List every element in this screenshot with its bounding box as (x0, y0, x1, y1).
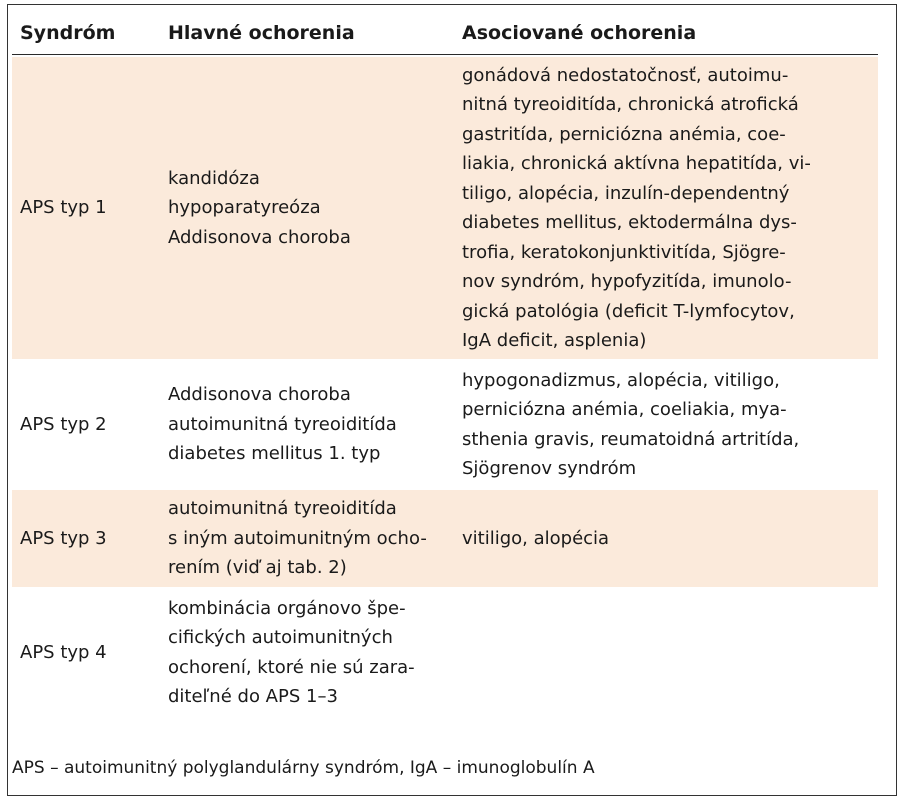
header-divider (12, 54, 878, 55)
cell-associated-diseases: gonádová nedostatočnosť, autoimu- nitná tyreoiditída, chronická atrofická gastritída, perniciózna anémia, coe- liakia, chronická aktívna hepatitída, vi- tiligo, alopécia, inzulín-dependentný diabetes mellitus, ektodermálna dys- trofia, keratokonjunktivitída, Sjögre- nov syndróm, hypofyzitída, imunolo- gická patológia (deficit T-lymfocytov, IgA deficit, asplenia) (462, 64, 811, 351)
cell-syndrome: APS typ 2 (20, 413, 107, 435)
table-row-aps-2 (12, 362, 878, 487)
table-row-aps-1 (12, 57, 878, 359)
cell-associated-diseases: hypogonadizmus, alopécia, vitiligo, perniciózna anémia, coeliakia, mya- sthenia gravis, reumatoidná artritída, Sjögrenov syndróm (462, 369, 800, 479)
table-row-aps-4 (12, 590, 878, 715)
cell-associated-diseases (462, 590, 872, 715)
cell-main-diseases: autoimunitná tyreoiditída s iným autoimunitným ocho- rením (viď aj tab. 2) (168, 498, 427, 579)
table-row-aps-3 (12, 490, 878, 587)
table-header (20, 14, 880, 54)
cell-syndrome: APS typ 4 (20, 641, 107, 663)
cell-syndrome: APS typ 3 (20, 527, 107, 549)
header-main-diseases: Hlavné ochorenia (168, 22, 355, 44)
cell-associated-diseases: vitiligo, alopécia (462, 527, 610, 549)
cell-main-diseases: kandidóza hypoparatyreóza Addisonova choroba (168, 167, 351, 248)
cell-main-diseases: kombinácia orgánovo špe- cifických autoimunitných ochorení, ktoré nie sú zara- diteľné do APS 1–3 (168, 597, 415, 707)
header-associated-diseases: Asociované ochorenia (462, 22, 697, 44)
table-footnote: APS – autoimunitný polyglandulárny syndróm, IgA – imunoglobulín A (12, 758, 595, 778)
cell-main-diseases: Addisonova choroba autoimunitná tyreoiditída diabetes mellitus 1. typ (168, 384, 397, 465)
header-syndrome: Syndróm (20, 22, 116, 44)
cell-syndrome: APS typ 1 (20, 197, 107, 219)
